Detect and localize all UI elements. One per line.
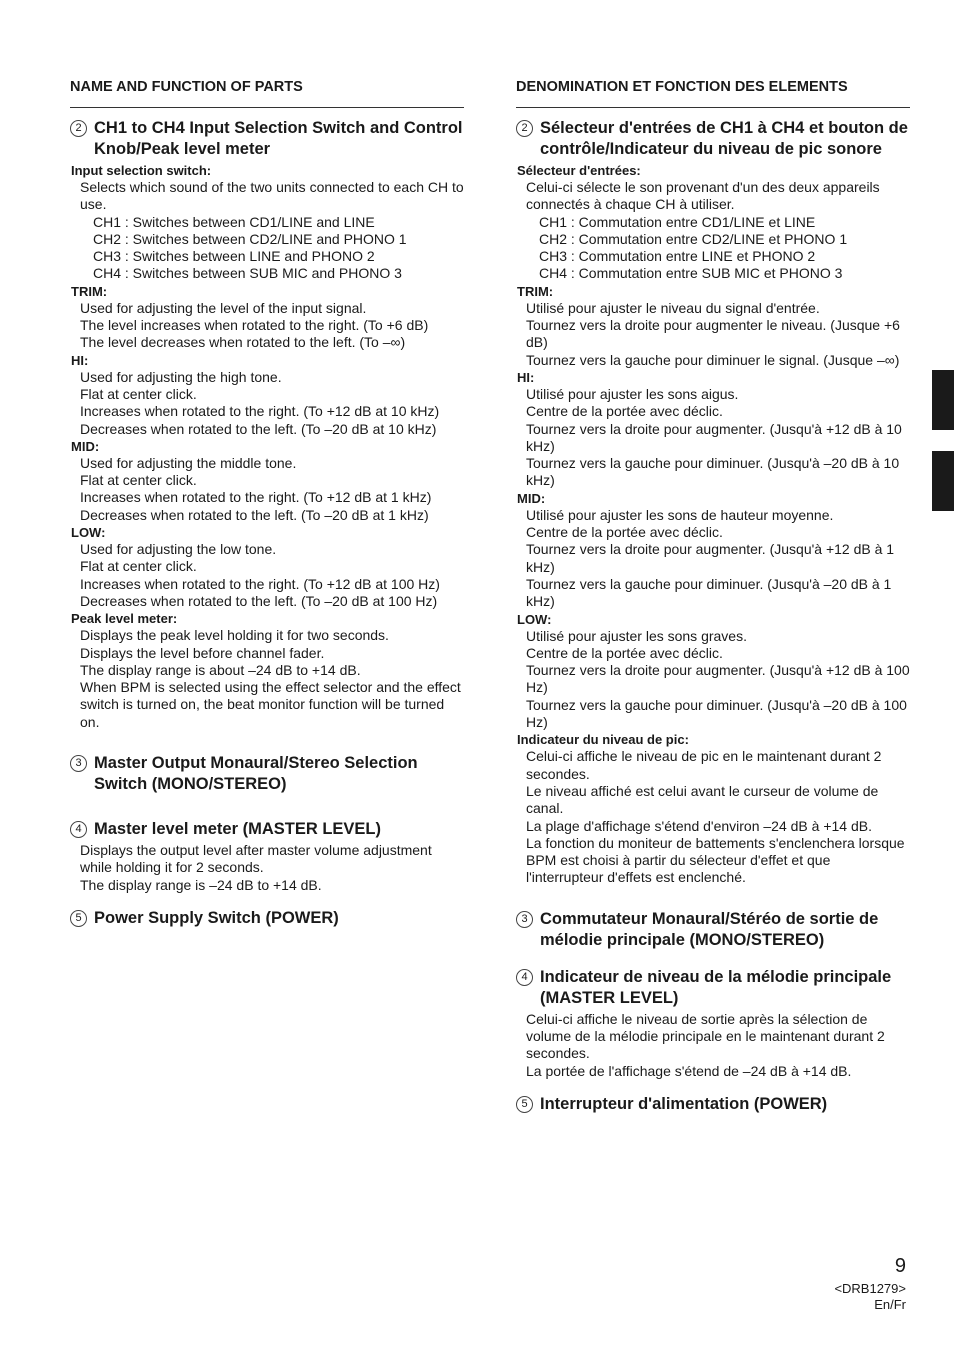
paragraph: Increases when rotated to the right. (To +12 dB at 1 kHz) (80, 489, 432, 506)
paragraph: Flat at center click. (80, 385, 197, 402)
paragraph: Flat at center click. (80, 558, 197, 575)
paragraph: Selects which sound of the two units connected to each CH to use. (80, 179, 464, 213)
section-title: Sélecteur d'entrées de CH1 à CH4 et bouton de contrôle/Indicateur du niveau de pic sonore (540, 119, 908, 158)
paragraph: Displays the level before channel fader. (80, 644, 325, 661)
paragraph: The display range is about –24 dB to +14 dB. (80, 661, 361, 678)
paragraph: Tournez vers la droite pour augmenter le niveau. (Jusque +6 dB) (526, 317, 900, 351)
paragraph: The level increases when rotated to the right. (To +6 dB) (80, 317, 429, 334)
paragraph: Decreases when rotated to the left. (To –20 dB at 1 kHz) (80, 506, 429, 523)
subheading-mid: MID: (517, 490, 546, 506)
paragraph: Celui-ci affiche le niveau de pic en le maintenant durant 2 secondes. (526, 748, 882, 782)
paragraph: When BPM is selected using the effect selector and the effect switch is turned on, the beat monitor function will be turned on. (80, 679, 461, 730)
circled-number-3-icon: 3 (516, 911, 533, 928)
paragraph: Tournez vers la droite pour augmenter. (Jusqu'à +12 dB à 10 kHz) (526, 420, 902, 454)
section-title: Interrupteur d'alimentation (POWER) (540, 1094, 828, 1113)
paragraph: Le niveau affiché est celui avant le curseur de volume de canal. (526, 782, 879, 817)
paragraph: La fonction du moniteur de battements s'enclenchera lorsque BPM est choisi à partir du sélecteur d'effet et que l'interrupteur d'effets est enclenché. (526, 834, 905, 886)
paragraph: Centre de la portée avec déclic. (526, 403, 723, 420)
section-power-fr (516, 1094, 910, 1115)
section-mono-stereo-en (70, 753, 464, 795)
model-number: <DRB1279> (834, 1281, 906, 1296)
list-item: CH3 : Switches between LINE and PHONO 2 (93, 248, 375, 265)
list-item: CH4 : Commutation entre SUB MIC et PHONO 3 (539, 265, 843, 282)
paragraph: Displays the peak level holding it for two seconds. (80, 627, 389, 644)
list-item: CH1 : Commutation entre CD1/LINE et LINE (539, 213, 816, 230)
circled-number-3-icon: 3 (70, 755, 87, 772)
paragraph: Flat at center click. (80, 472, 197, 489)
section-input-selection-fr (516, 118, 910, 887)
section-header-fr: DENOMINATION ET FONCTION DES ELEMENTS (516, 78, 910, 108)
paragraph: Celui-ci affiche le niveau de sortie après la sélection de volume de la mélodie principale en le maintenant durant 2 secondes. (526, 1010, 885, 1062)
circled-number-2-icon: 2 (70, 120, 87, 137)
paragraph: The display range is –24 dB to +14 dB. (80, 876, 322, 893)
circled-number-5-icon: 5 (516, 1096, 533, 1113)
section-header-en: NAME AND FUNCTION OF PARTS (70, 78, 464, 108)
paragraph: Centre de la portée avec déclic. (526, 644, 723, 661)
circled-number-4-icon: 4 (70, 821, 87, 838)
list-item: CH2 : Commutation entre CD2/LINE et PHONO 1 (539, 230, 848, 247)
section-title: Indicateur de niveau de la mélodie principale (MASTER LEVEL) (540, 967, 892, 1007)
paragraph: Utilisé pour ajuster les sons graves. (526, 627, 747, 644)
paragraph: Increases when rotated to the right. (To +12 dB at 10 kHz) (80, 403, 440, 420)
section-title: CH1 to CH4 Input Selection Switch and Control Knob/Peak level meter (94, 119, 463, 158)
section-title: Master level meter (MASTER LEVEL) (94, 820, 381, 839)
paragraph: Tournez vers la gauche pour diminuer le signal. (Jusque –∞) (526, 351, 900, 368)
paragraph: La plage d'affichage s'étend d'environ –24 dB à +14 dB. (526, 817, 872, 834)
language-code: En/Fr (874, 1297, 906, 1312)
paragraph: Tournez vers la gauche pour diminuer. (Jusqu'à –20 dB à 10 kHz) (526, 455, 900, 489)
section-input-selection-en (70, 118, 464, 731)
subheading-low: LOW: (517, 611, 552, 627)
subheading-peak-level: Indicateur du niveau de pic: (517, 732, 689, 748)
paragraph: Decreases when rotated to the left. (To –20 dB at 10 kHz) (80, 420, 437, 437)
paragraph: Used for adjusting the middle tone. (80, 454, 297, 471)
paragraph: Displays the output level after master volume adjustment while holding it for 2 seconds. (80, 842, 432, 876)
subheading-peak-level: Peak level meter: (71, 611, 178, 627)
paragraph: Utilisé pour ajuster le niveau du signal d'entrée. (526, 299, 820, 316)
thumb-index-tab (932, 370, 954, 430)
paragraph: Tournez vers la droite pour augmenter. (Jusqu'à +12 dB à 100 Hz) (526, 662, 910, 696)
section-title: Master Output Monaural/Stereo Selection Switch (MONO/STEREO) (94, 754, 418, 794)
document-code (834, 1281, 906, 1313)
section-title: Commutateur Monaural/Stéréo de sortie de mélodie principale (MONO/STEREO) (540, 909, 879, 949)
paragraph: Decreases when rotated to the left. (To –20 dB at 100 Hz) (80, 592, 438, 609)
subheading-hi: HI: (71, 352, 89, 368)
page-number: 9 (894, 1255, 906, 1277)
section-mono-stereo-fr (516, 909, 910, 951)
thumb-index-tab (932, 451, 954, 511)
paragraph: Centre de la portée avec déclic. (526, 524, 723, 541)
list-item: CH1 : Switches between CD1/LINE and LINE (93, 213, 375, 230)
circled-number-2-icon: 2 (516, 120, 533, 137)
paragraph: Used for adjusting the low tone. (80, 541, 277, 558)
subheading-mid: MID: (71, 438, 100, 454)
paragraph: Increases when rotated to the right. (To +12 dB at 100 Hz) (80, 575, 440, 592)
subheading-low: LOW: (71, 525, 106, 541)
paragraph: Used for adjusting the high tone. (80, 368, 282, 385)
list-item: CH3 : Commutation entre LINE et PHONO 2 (539, 248, 816, 265)
subheading-input-selection: Sélecteur d'entrées: (517, 163, 641, 178)
section-master-level-fr (516, 967, 910, 1080)
subheading-input-selection: Input selection switch: (71, 163, 212, 178)
paragraph: Celui-ci sélecte le son provenant d'un des deux appareils connectés à chaque CH à utiliser. (526, 179, 880, 213)
paragraph: Tournez vers la droite pour augmenter. (Jusqu'à +12 dB à 1 kHz) (526, 541, 895, 575)
paragraph: Tournez vers la gauche pour diminuer. (Jusqu'à –20 dB à 100 Hz) (526, 696, 907, 731)
column-english (70, 78, 464, 931)
section-power-en (70, 908, 464, 929)
paragraph: The level decreases when rotated to the left. (To –∞) (80, 334, 406, 351)
list-item: CH4 : Switches between SUB MIC and PHONO 3 (93, 265, 402, 282)
subheading-trim: TRIM: (71, 283, 108, 299)
section-title: Power Supply Switch (POWER) (94, 908, 339, 927)
paragraph: Used for adjusting the level of the input signal. (80, 299, 367, 316)
paragraph: Tournez vers la gauche pour diminuer. (Jusqu'à –20 dB à 1 kHz) (526, 575, 892, 610)
paragraph: Utilisé pour ajuster les sons aigus. (526, 385, 739, 402)
subheading-hi: HI: (517, 369, 535, 385)
subheading-trim: TRIM: (517, 283, 554, 299)
section-master-level-en (70, 819, 464, 894)
column-french (516, 78, 910, 1117)
paragraph: Utilisé pour ajuster les sons de hauteur moyenne. (526, 506, 834, 523)
paragraph: La portée de l'affichage s'étend de –24 dB à +14 dB. (526, 1062, 852, 1079)
circled-number-5-icon: 5 (70, 910, 87, 927)
list-item: CH2 : Switches between CD2/LINE and PHONO 1 (93, 230, 407, 247)
circled-number-4-icon: 4 (516, 969, 533, 986)
